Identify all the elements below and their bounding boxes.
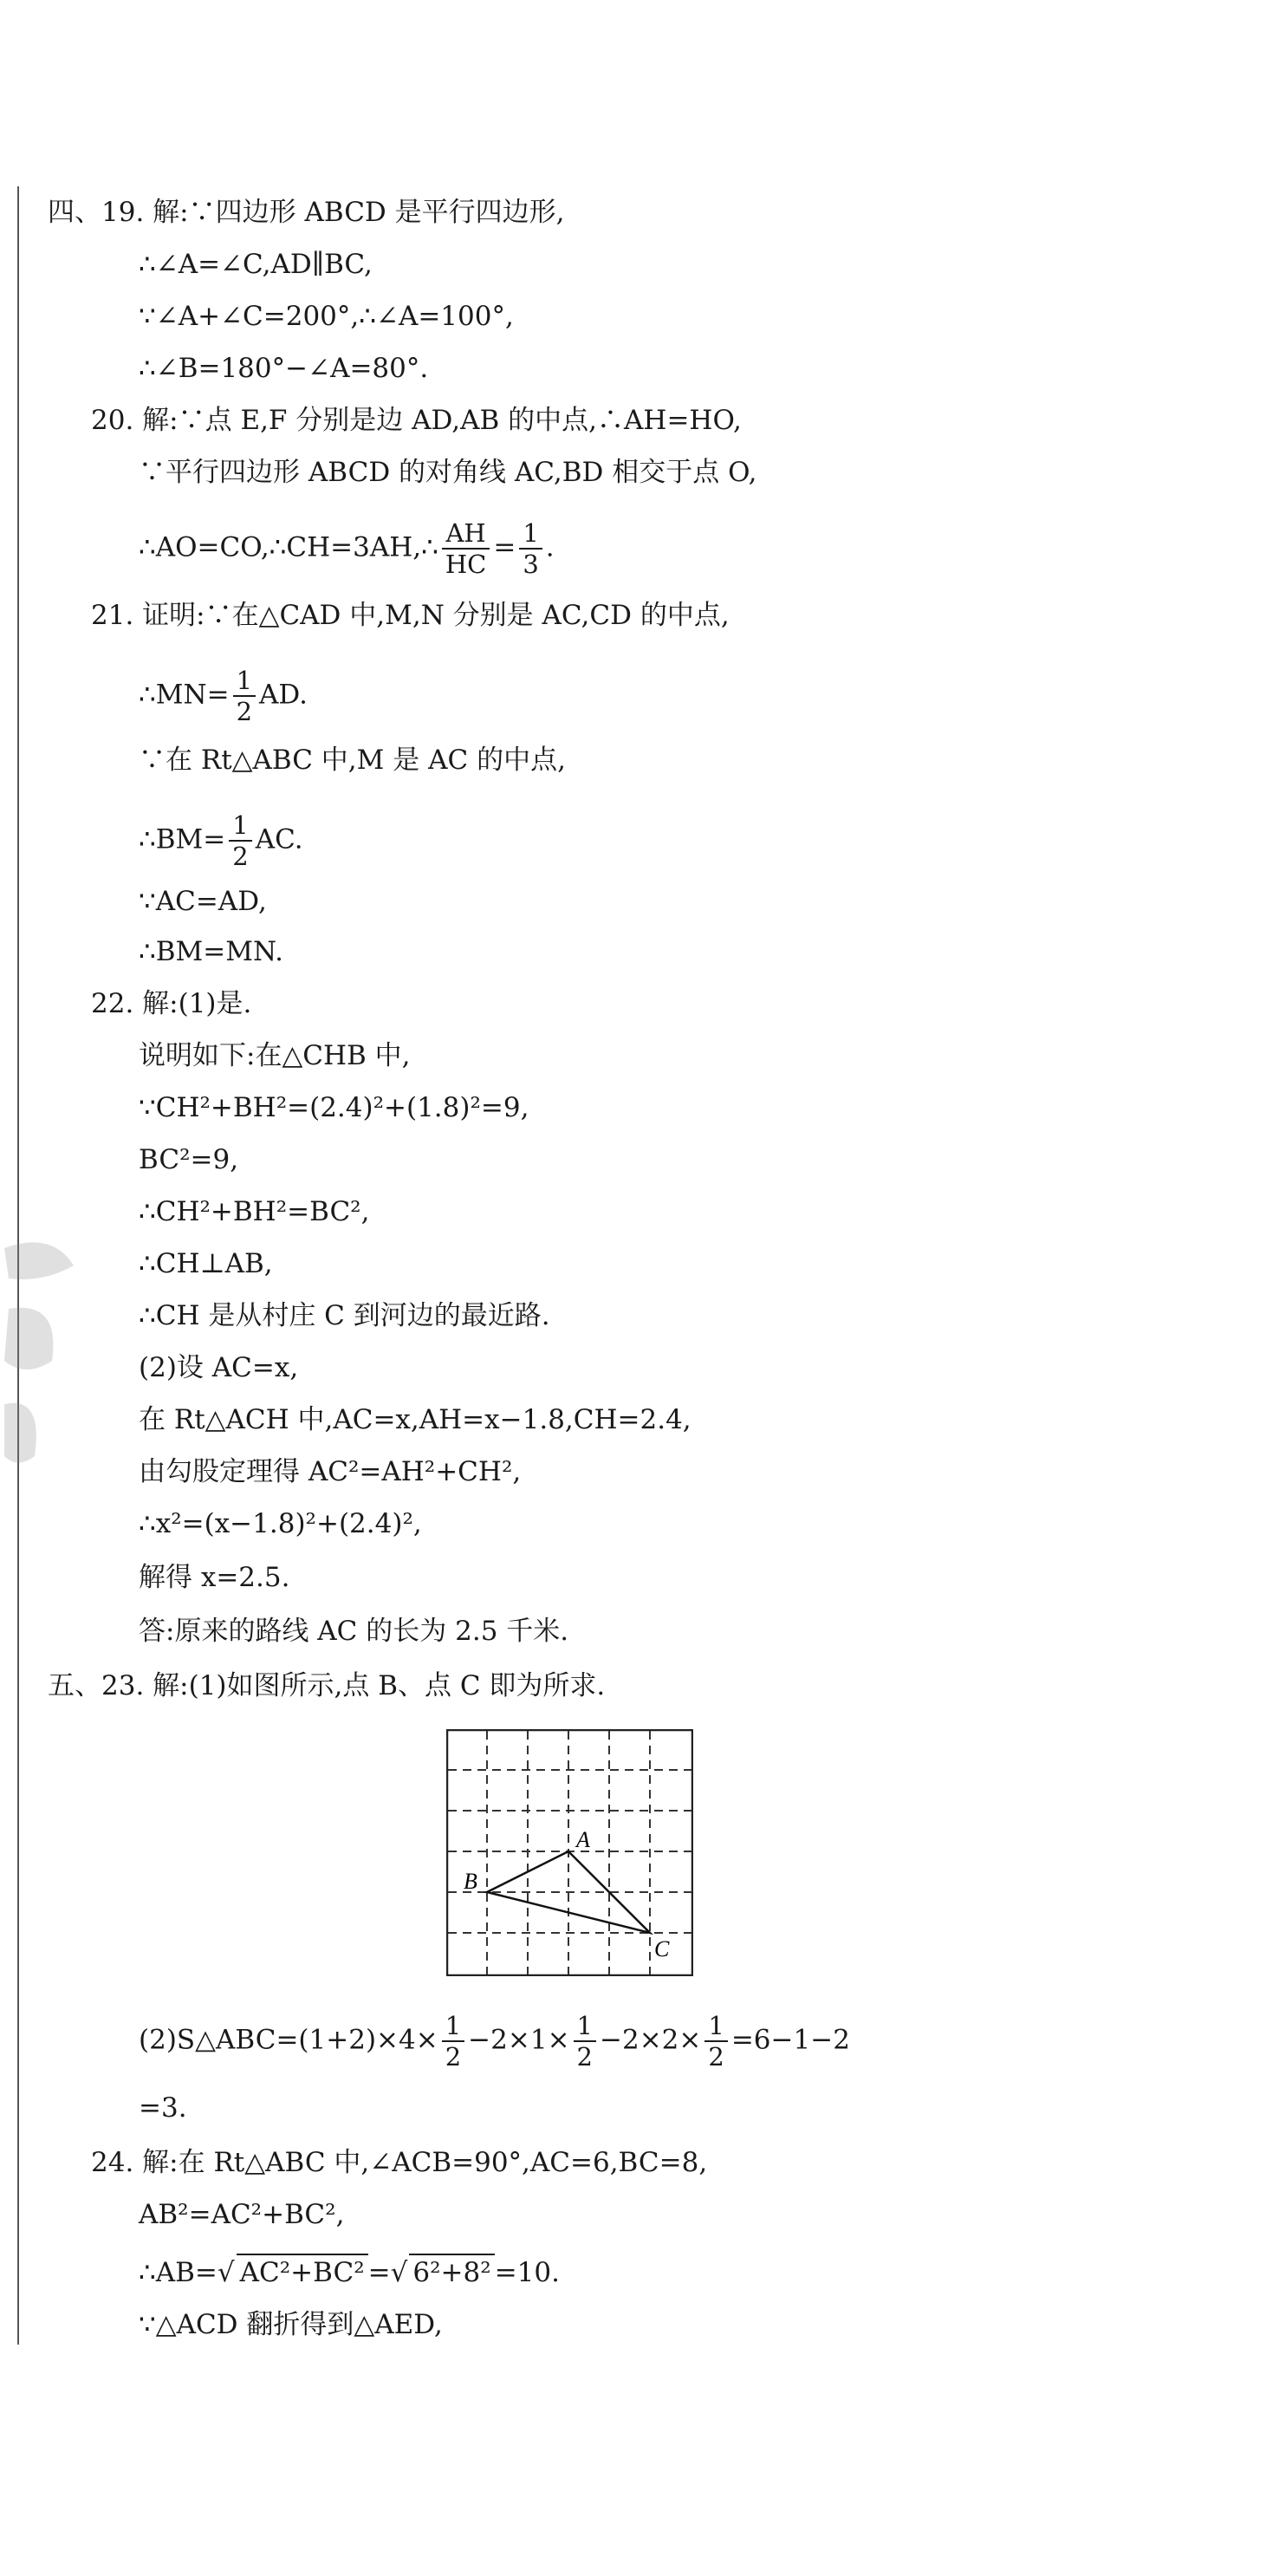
- line-22-6: ∴CH⊥AB,: [139, 1248, 273, 1279]
- line-22-8: (2)设 AC=x,: [139, 1352, 299, 1383]
- fraction-denominator: HC: [445, 550, 487, 579]
- label-b: B: [464, 1869, 477, 1894]
- line-22-7: ∴CH 是从村庄 C 到河边的最近路.: [139, 1300, 550, 1331]
- label-c: C: [654, 1936, 670, 1961]
- sqrt-6-8: 6²+8²: [409, 2254, 494, 2290]
- line-22-3: ∵CH²+BH²=(2.4)²+(1.8)²=9,: [139, 1092, 529, 1123]
- fraction-denominator: 2: [445, 2042, 462, 2072]
- line-23-2-mid1: −2×1×: [468, 2024, 570, 2056]
- line-21-5: ∵AC=AD,: [139, 886, 267, 917]
- fraction-numerator: AH: [442, 518, 490, 550]
- fraction-numerator: 1: [442, 2011, 464, 2042]
- line-22-11: ∴x²=(x−1.8)²+(2.4)²,: [139, 1508, 422, 1539]
- line-19-2: ∴∠A=∠C,AD∥BC,: [139, 249, 373, 280]
- line-21-2-end: AD.: [259, 679, 308, 711]
- fraction-numerator: 1: [574, 2011, 596, 2042]
- line-20-3: ∴AO=CO,∴CH=3AH,∴ $\frac{AH}{HC}$ = $\frac{1}{3}$ .: [139, 518, 555, 579]
- line-23-1: 五、23. 解:(1)如图所示,点 B、点 C 即为所求.: [48, 1670, 606, 1701]
- line-24-3-text: ∴AB=: [139, 2257, 217, 2288]
- line-20-1: 20. 解:∵点 E,F 分别是边 AD,AB 的中点,∴AH=HO,: [91, 405, 742, 436]
- line-21-3: ∵在 Rt△ABC 中,M 是 AC 的中点,: [139, 745, 566, 776]
- fraction-one-half: [442, 2011, 464, 2072]
- line-21-2-text: ∴MN=: [139, 679, 230, 711]
- fraction-one-half: [704, 2011, 727, 2072]
- line-21-2: [139, 666, 308, 726]
- fraction-numerator: 1: [704, 2011, 727, 2042]
- line-23-2-end: =6−1−2: [730, 2024, 850, 2056]
- grid-figure: [446, 1729, 693, 1976]
- sqrt-ac-bc: AC²+BC²: [237, 2254, 368, 2290]
- line-24-4: ∵△ACD 翻折得到△AED,: [139, 2309, 443, 2340]
- line-23-2: [139, 2011, 850, 2072]
- fraction-numerator: 1: [519, 518, 542, 550]
- fraction-denominator: 2: [576, 2042, 593, 2072]
- line-22-9: 在 Rt△ACH 中,AC=x,AH=x−1.8,CH=2.4,: [139, 1404, 691, 1435]
- line-24-3: ∴AB=√ AC²+BC² =√ 6²+8² =10.: [139, 2254, 560, 2290]
- line-20-3-end: .: [545, 531, 555, 563]
- line-21-4: [139, 810, 303, 871]
- line-23-2-mid2: −2×2×: [600, 2024, 702, 2056]
- line-22-2: 说明如下:在△CHB 中,: [139, 1040, 411, 1071]
- fraction-numerator: 1: [233, 666, 256, 697]
- line-24-1: 24. 解:在 Rt△ABC 中,∠ACB=90°,AC=6,BC=8,: [91, 2147, 708, 2178]
- label-a: A: [576, 1827, 590, 1852]
- line-22-5: ∴CH²+BH²=BC²,: [139, 1196, 370, 1227]
- fraction-ah-hc: [442, 518, 490, 579]
- line-24-3-eq: =: [367, 2257, 391, 2288]
- fraction-one-half: [233, 666, 256, 726]
- fraction-denominator: 2: [232, 842, 249, 871]
- fraction-one-half: [229, 810, 251, 871]
- line-19-1: 四、19. 解:∵四边形 ABCD 是平行四边形,: [48, 197, 565, 228]
- line-19-3: ∵∠A+∠C=200°,∴∠A=100°,: [139, 301, 514, 332]
- line-20-2: ∵平行四边形 ABCD 的对角线 AC,BD 相交于点 O,: [139, 457, 757, 488]
- line-21-4-text: ∴BM=: [139, 823, 226, 855]
- line-21-1: 21. 证明:∵在△CAD 中,M,N 分别是 AC,CD 的中点,: [91, 600, 730, 631]
- line-23-2-text: (2)S△ABC=(1+2)×4×: [139, 2024, 438, 2056]
- line-22-4: BC²=9,: [139, 1144, 239, 1175]
- line-24-3-end: =10.: [494, 2257, 560, 2288]
- fraction-one-third: [519, 518, 542, 579]
- line-22-13: 答:原来的路线 AC 的长为 2.5 千米.: [139, 1616, 569, 1647]
- line-21-6: ∴BM=MN.: [139, 936, 283, 967]
- line-22-1: 22. 解:(1)是.: [91, 988, 252, 1019]
- line-22-12: 解得 x=2.5.: [139, 1562, 290, 1593]
- line-19-4: ∴∠B=180°−∠A=80°.: [139, 353, 429, 384]
- fraction-numerator: 1: [229, 810, 251, 842]
- line-21-4-end: AC.: [255, 823, 303, 855]
- line-20-3-text: ∴AO=CO,∴CH=3AH,∴: [139, 531, 438, 563]
- fraction-denominator: 2: [236, 697, 253, 726]
- watermark-mark: [0, 1231, 78, 1473]
- line-23-3: =3.: [139, 2092, 187, 2124]
- line-24-2: AB²=AC²+BC²,: [139, 2199, 345, 2230]
- line-22-10: 由勾股定理得 AC²=AH²+CH²,: [139, 1456, 522, 1487]
- fraction-one-half: [574, 2011, 596, 2072]
- fraction-denominator: 3: [523, 550, 539, 579]
- fraction-denominator: 2: [708, 2042, 724, 2072]
